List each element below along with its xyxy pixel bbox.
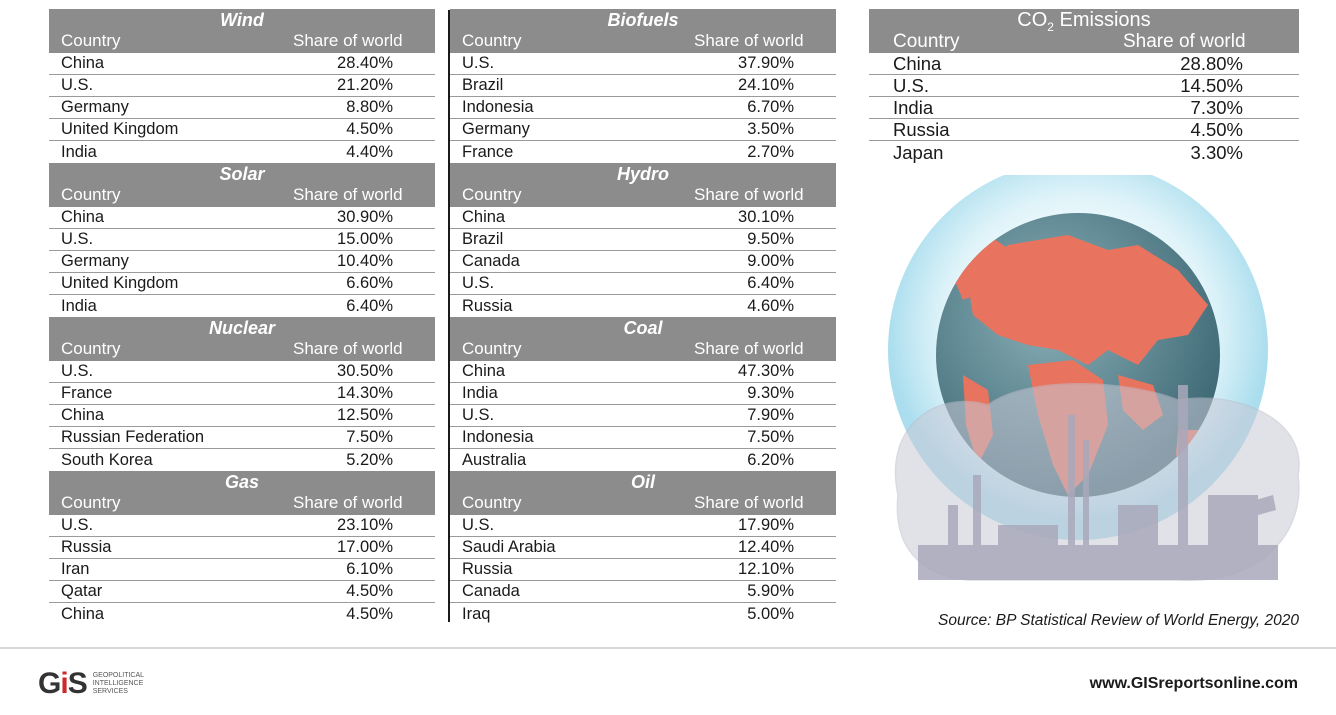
country-cell: Russia	[462, 296, 513, 315]
coal-table-header	[450, 317, 836, 361]
gas-table-header	[49, 471, 435, 515]
table-row	[450, 141, 836, 163]
column-header-country: Country	[462, 185, 522, 204]
co2-table-title: $CO_2$ Emissions	[1017, 9, 1151, 34]
table-row	[49, 603, 435, 625]
country-cell: China	[462, 362, 506, 380]
country-cell: Russia	[893, 118, 950, 140]
share-cell: 9.30%	[747, 384, 794, 402]
share-cell: 14.50%	[1180, 74, 1243, 96]
share-cell: 3.30%	[1190, 142, 1243, 163]
column-header-share: Share of world	[293, 185, 403, 204]
biofuels-table-title: Biofuels	[607, 10, 679, 30]
share-cell: 7.50%	[747, 428, 794, 446]
oil-table-title: Oil	[630, 472, 655, 492]
column-header-country: Country	[61, 339, 121, 358]
share-cell: 47.30%	[738, 362, 794, 380]
table-row	[49, 229, 435, 251]
table-row	[49, 251, 435, 273]
country-cell: India	[61, 296, 97, 315]
gis-logo	[38, 667, 144, 701]
coal-table-title: Coal	[623, 318, 663, 338]
column-header-country: Country	[61, 31, 121, 50]
share-cell: 4.50%	[346, 582, 393, 600]
nuclear-table-header	[49, 317, 435, 361]
country-cell: U.S.	[462, 54, 495, 72]
share-cell: 30.50%	[337, 362, 393, 380]
table-row	[49, 295, 435, 317]
share-cell: 3.50%	[747, 120, 794, 138]
table-row	[450, 383, 836, 405]
share-cell: 6.70%	[747, 98, 794, 116]
globe-illustration	[878, 175, 1308, 595]
country-cell: Qatar	[61, 582, 103, 600]
table-row	[49, 427, 435, 449]
share-cell: 28.40%	[337, 54, 393, 72]
share-cell: 17.00%	[337, 538, 393, 556]
footer-divider	[0, 647, 1336, 649]
co2-col-country: Country	[893, 31, 960, 52]
solar-table-header	[49, 163, 435, 207]
table-row	[450, 515, 836, 537]
country-cell: Germany	[61, 252, 129, 270]
country-cell: Saudi Arabia	[462, 538, 556, 556]
column-header-share: Share of world	[694, 339, 804, 358]
co2-emissions-table	[869, 9, 1299, 165]
column-header-share: Share of world	[694, 493, 804, 512]
co2-table-header	[869, 9, 1299, 53]
wind-table	[49, 9, 435, 163]
country-cell: France	[462, 142, 514, 161]
solar-table-title: Solar	[219, 164, 265, 184]
share-cell: 4.50%	[346, 120, 393, 138]
country-cell: Iraq	[462, 604, 491, 623]
country-cell: U.S.	[61, 516, 94, 534]
co2-col-share: Share of world	[1123, 31, 1246, 52]
table-row	[450, 75, 836, 97]
share-cell: 6.40%	[346, 296, 393, 315]
solar-table	[49, 163, 435, 317]
table-row	[450, 603, 836, 625]
table-row	[869, 141, 1299, 165]
table-row	[49, 559, 435, 581]
hydro-table	[450, 163, 836, 317]
table-row	[49, 515, 435, 537]
country-cell: Russian Federation	[61, 428, 205, 446]
country-cell: U.S.	[462, 406, 495, 424]
website-link[interactable]: www.GISreportsonline.com	[1089, 675, 1298, 692]
share-cell: 4.40%	[346, 142, 393, 161]
share-cell: 4.50%	[1190, 118, 1243, 140]
column-header-country: Country	[462, 493, 522, 512]
column-header-country: Country	[462, 339, 522, 358]
share-cell: 7.90%	[747, 406, 794, 424]
column-header-country: Country	[462, 31, 522, 50]
country-cell: China	[893, 52, 942, 74]
biofuels-table-header	[450, 9, 836, 53]
country-cell: China	[61, 406, 105, 424]
source-note: Source: BP Statistical Review of World Energy, 2020	[938, 612, 1299, 629]
table-row	[49, 537, 435, 559]
share-cell: 6.60%	[346, 274, 393, 292]
country-cell: United Kingdom	[61, 120, 179, 138]
table-row	[450, 449, 836, 471]
country-cell: Russia	[462, 560, 513, 578]
share-cell: 9.00%	[747, 252, 794, 270]
country-cell: Iran	[61, 560, 90, 578]
country-cell: U.S.	[462, 274, 495, 292]
share-cell: 17.90%	[738, 516, 794, 534]
table-row	[49, 581, 435, 603]
table-row	[869, 97, 1299, 119]
share-cell: 28.80%	[1180, 52, 1243, 74]
country-cell: U.S.	[61, 362, 94, 380]
table-row	[450, 273, 836, 295]
column-header-country: Country	[61, 185, 121, 204]
share-cell: 4.50%	[346, 604, 393, 623]
country-cell: India	[893, 96, 934, 118]
share-cell: 12.40%	[738, 538, 794, 556]
country-cell: Germany	[462, 120, 530, 138]
share-cell: 12.50%	[337, 406, 393, 424]
table-row	[450, 581, 836, 603]
share-cell: 24.10%	[738, 76, 794, 94]
table-row	[869, 119, 1299, 141]
globe-pollution-graphic	[878, 175, 1308, 595]
column-header-country: Country	[61, 493, 121, 512]
country-cell: Indonesia	[462, 98, 534, 116]
table-row	[450, 53, 836, 75]
share-cell: 6.20%	[747, 450, 794, 469]
share-cell: 23.10%	[337, 516, 393, 534]
share-cell: 5.90%	[747, 582, 794, 600]
gas-table	[49, 471, 435, 625]
table-row	[450, 361, 836, 383]
country-cell: South Korea	[61, 450, 153, 469]
table-row	[49, 207, 435, 229]
share-cell: 5.20%	[346, 450, 393, 469]
table-row	[450, 427, 836, 449]
share-cell: 12.10%	[738, 560, 794, 578]
share-cell: 30.90%	[337, 208, 393, 226]
country-cell: U.S.	[61, 230, 94, 248]
country-cell: China	[462, 208, 506, 226]
column-header-share: Share of world	[694, 31, 804, 50]
share-cell: 37.90%	[738, 54, 794, 72]
share-cell: 6.10%	[346, 560, 393, 578]
country-cell: China	[61, 604, 105, 623]
table-row	[450, 537, 836, 559]
share-cell: 10.40%	[337, 252, 393, 270]
coal-table	[450, 317, 836, 471]
table-row	[450, 207, 836, 229]
oil-table	[450, 471, 836, 625]
share-cell: 9.50%	[747, 230, 794, 248]
country-cell: U.S.	[61, 76, 94, 94]
country-cell: Canada	[462, 582, 520, 600]
country-cell: Australia	[462, 450, 527, 469]
share-cell: 2.70%	[747, 142, 794, 161]
table-row	[49, 97, 435, 119]
table-row	[450, 405, 836, 427]
oil-table-header	[450, 471, 836, 515]
share-cell: 5.00%	[747, 604, 794, 623]
table-row	[49, 273, 435, 295]
country-cell: U.S.	[462, 516, 495, 534]
table-row	[49, 75, 435, 97]
table-row	[450, 295, 836, 317]
column-header-share: Share of world	[293, 493, 403, 512]
column-header-share: Share of world	[293, 31, 403, 50]
country-cell: Canada	[462, 252, 520, 270]
country-cell: Japan	[893, 142, 944, 163]
table-row	[869, 53, 1299, 75]
country-cell: Brazil	[462, 76, 504, 94]
country-cell: Brazil	[462, 230, 504, 248]
country-cell: United Kingdom	[61, 274, 179, 292]
table-row	[869, 75, 1299, 97]
country-cell: China	[61, 54, 105, 72]
share-cell: 30.10%	[738, 208, 794, 226]
table-row	[49, 383, 435, 405]
share-cell: 8.80%	[346, 98, 393, 116]
country-cell: France	[61, 384, 113, 402]
share-cell: 14.30%	[337, 384, 393, 402]
hydro-table-title: Hydro	[616, 164, 669, 184]
country-cell: India	[61, 142, 97, 161]
table-row	[49, 405, 435, 427]
table-row	[450, 251, 836, 273]
wind-table-header	[49, 9, 435, 53]
table-row	[49, 449, 435, 471]
share-cell: 6.40%	[747, 274, 794, 292]
column-header-share: Share of world	[293, 339, 403, 358]
share-cell: 4.60%	[747, 296, 794, 315]
table-row	[450, 97, 836, 119]
country-cell: Indonesia	[462, 428, 534, 446]
nuclear-table	[49, 317, 435, 471]
table-row	[450, 559, 836, 581]
country-cell: India	[462, 384, 498, 402]
table-row	[49, 53, 435, 75]
table-row	[450, 119, 836, 141]
gis-logo-mark: GiS	[38, 667, 87, 700]
hydro-table-header	[450, 163, 836, 207]
share-cell: 7.50%	[346, 428, 393, 446]
table-row	[49, 119, 435, 141]
table-row	[450, 229, 836, 251]
column-header-share: Share of world	[694, 185, 804, 204]
nuclear-table-title: Nuclear	[208, 318, 276, 338]
table-row	[49, 141, 435, 163]
share-cell: 15.00%	[337, 230, 393, 248]
biofuels-table	[450, 9, 836, 163]
share-cell: 21.20%	[337, 76, 393, 94]
country-cell: Russia	[61, 538, 112, 556]
gis-logo-text: GEOPOLITICAL INTELLIGENCE SERVICES	[92, 672, 145, 695]
country-cell: U.S.	[893, 74, 929, 96]
wind-table-title: Wind	[220, 10, 264, 30]
table-row	[49, 361, 435, 383]
share-cell: 7.30%	[1190, 96, 1243, 118]
country-cell: China	[61, 208, 105, 226]
gas-table-title: Gas	[224, 472, 260, 492]
country-cell: Germany	[61, 98, 129, 116]
